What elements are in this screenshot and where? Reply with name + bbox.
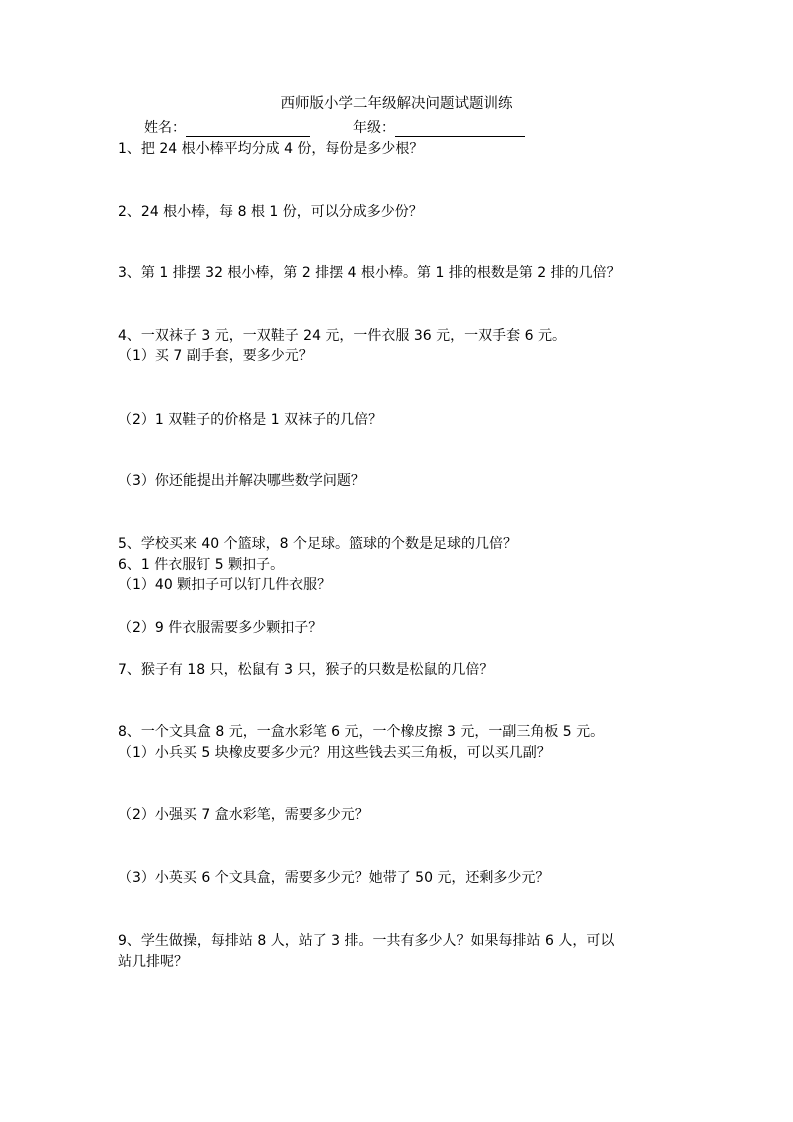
question-1: 1、把 24 根小棒平均分成 4 份，每份是多少根？ bbox=[118, 141, 424, 157]
question-4: 4、一双袜子 3 元，一双鞋子 24 元，一件衣服 36 元，一双手套 6 元。 bbox=[118, 328, 566, 344]
page-title: 西师版小学二年级解决问题试题训练 bbox=[280, 96, 513, 112]
grade-blank[interactable] bbox=[395, 120, 525, 137]
question-4-sub-2: （2）1 双鞋子的价格是 1 双袜子的几倍？ bbox=[118, 412, 383, 428]
name-field bbox=[144, 119, 310, 137]
question-7: 7、猴子有 18 只，松鼠有 3 只，猴子的只数是松鼠的几倍？ bbox=[118, 662, 494, 678]
question-6-sub-1: （1）40 颗扣子可以钉几件衣服？ bbox=[118, 577, 332, 593]
question-6-sub-2: （2）9 件衣服需要多少颗扣子？ bbox=[118, 620, 323, 636]
question-3: 3、第 1 排摆 32 根小棒，第 2 排摆 4 根小棒。第 1 排的根数是第 2 排的几倍？ bbox=[118, 265, 621, 281]
question-5: 5、学校买来 40 个篮球，8 个足球。篮球的个数是足球的几倍？ bbox=[118, 536, 517, 552]
grade-label: 年级： bbox=[353, 120, 395, 136]
question-9-continuation: 站几排呢？ bbox=[118, 954, 188, 970]
question-8: 8、一个文具盒 8 元，一盒水彩笔 6 元，一个橡皮擦 3 元，一副三角板 5 元。 bbox=[118, 724, 605, 740]
grade-field bbox=[353, 119, 525, 137]
question-8-sub-1: （1）小兵买 5 块橡皮要多少元？用这些钱去买三角板，可以买几副？ bbox=[118, 745, 551, 761]
question-4-sub-1: （1）买 7 副手套，要多少元？ bbox=[118, 348, 313, 364]
question-8-sub-2: （2）小强买 7 盒水彩笔，需要多少元？ bbox=[118, 807, 369, 823]
question-9: 9、学生做操，每排站 8 人，站了 3 排。一共有多少人？如果每排站 6 人，可以 bbox=[118, 933, 615, 949]
question-4-sub-3: （3）你还能提出并解决哪些数学问题？ bbox=[118, 473, 365, 489]
name-blank[interactable] bbox=[186, 120, 310, 137]
question-2: 2、24 根小棒，每 8 根 1 份，可以分成多少份？ bbox=[118, 204, 423, 220]
question-6: 6、1 件衣服钉 5 颗扣子。 bbox=[118, 557, 285, 573]
name-label: 姓名： bbox=[144, 120, 186, 136]
question-8-sub-3: （3）小英买 6 个文具盒，需要多少元？她带了 50 元，还剩多少元？ bbox=[118, 870, 550, 886]
